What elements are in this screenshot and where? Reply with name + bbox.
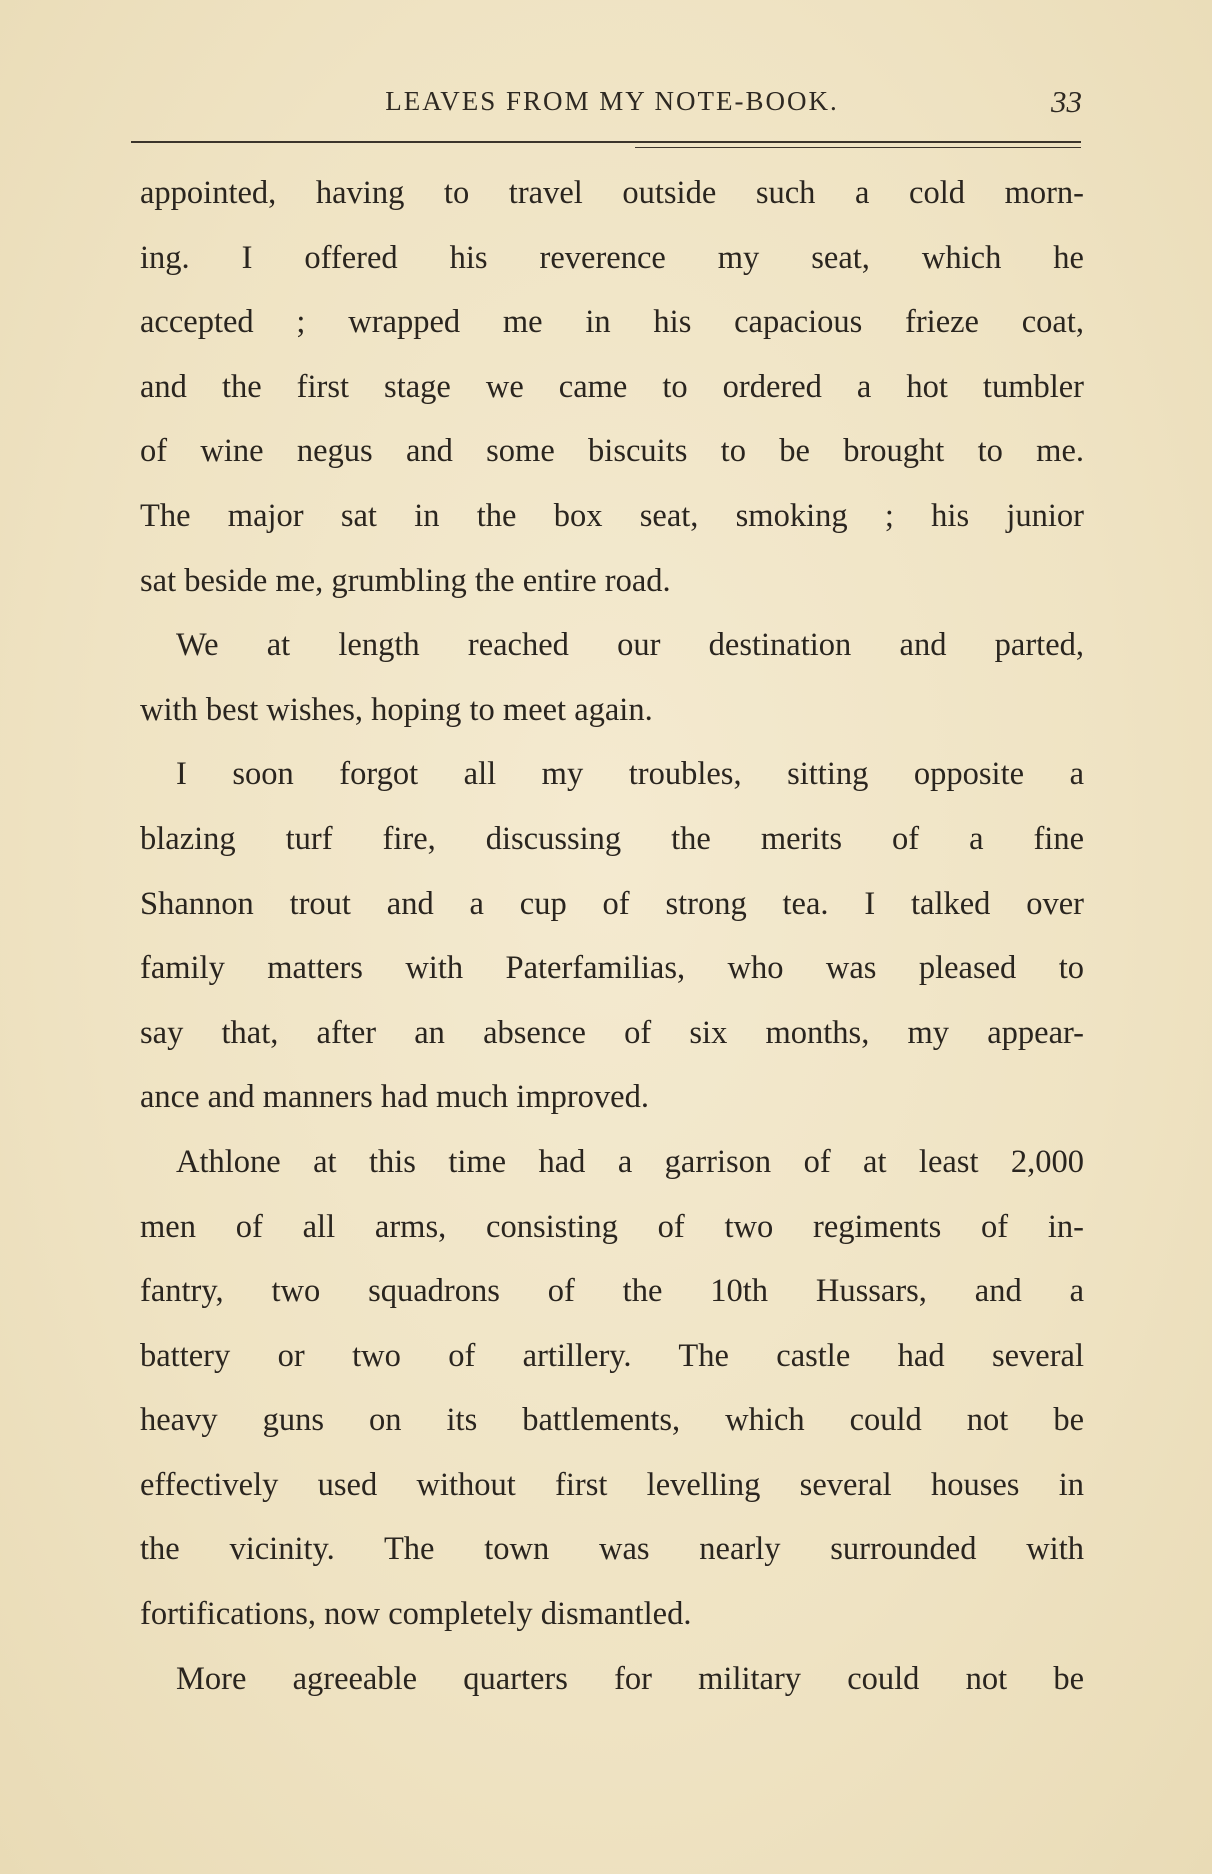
text-line: sat beside me, grumbling the entire road. (140, 562, 671, 599)
text-line: with best wishes, hoping to meet again. (140, 691, 653, 728)
text-line: ing. I offered his reverence my seat, which he (140, 239, 1084, 276)
text-line: fantry, two squadrons of the 10th Hussars, and a (140, 1273, 1084, 1310)
text-line: men of all arms, consisting of two regiments of in- (140, 1208, 1084, 1245)
text-line: More agreeable quarters for military could not be (176, 1660, 1084, 1697)
body-text (140, 161, 1084, 1711)
text-line: I soon forgot all my troubles, sitting opposite a (176, 756, 1084, 793)
text-line: Athlone at this time had a garrison of at least 2,000 (176, 1143, 1084, 1180)
running-head (142, 84, 1082, 124)
text-line: family matters with Paterfamilias, who was pleased to (140, 950, 1084, 987)
text-line: of wine negus and some biscuits to be brought to me. (140, 433, 1084, 470)
text-line: fortifications, now completely dismantled. (140, 1596, 692, 1633)
header-rule-short (635, 147, 1081, 148)
text-line: blazing turf fire, discussing the merits of a fine (140, 820, 1084, 857)
header-rule (131, 141, 1081, 143)
text-line: battery or two of artillery. The castle had several (140, 1337, 1084, 1374)
text-line: The major sat in the box seat, smoking ; his junior (140, 497, 1084, 534)
text-line: heavy guns on its battlements, which could not be (140, 1402, 1084, 1439)
text-line: effectively used without first levelling several houses in (140, 1466, 1084, 1503)
text-line: Shannon trout and a cup of strong tea. I talked over (140, 885, 1084, 922)
text-line: and the first stage we came to ordered a hot tumbler (140, 368, 1084, 405)
text-line: appointed, having to travel outside such a cold morn- (140, 175, 1084, 211)
text-line: the vicinity. The town was nearly surrounded with (140, 1531, 1084, 1568)
text-line: say that, after an absence of six months, my appear- (140, 1014, 1084, 1051)
text-line: We at length reached our destination and parted, (176, 627, 1084, 664)
running-title: LEAVES FROM MY NOTE-BOOK. (385, 86, 839, 116)
page-number: 33 (1051, 84, 1082, 119)
text-line: ance and manners had much improved. (140, 1079, 649, 1116)
text-line: accepted ; wrapped me in his capacious frieze coat, (140, 304, 1084, 341)
